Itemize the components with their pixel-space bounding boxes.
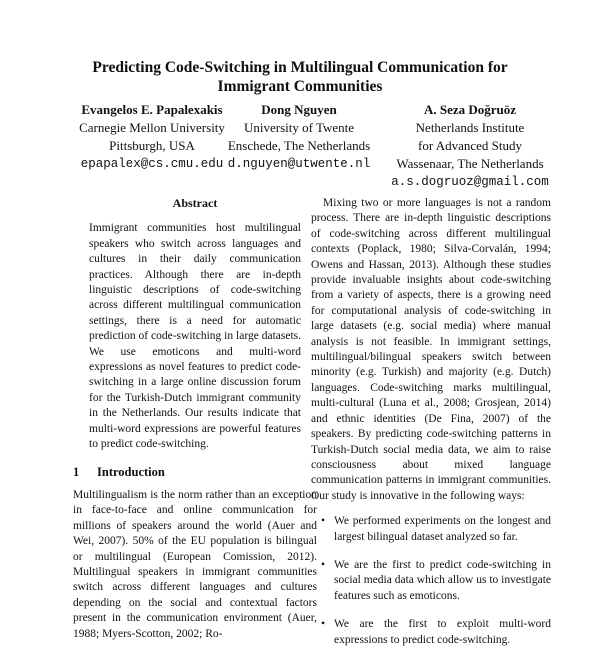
section-number: 1 xyxy=(73,464,80,479)
bullet-icon: • xyxy=(321,558,326,571)
title-line-2: Immigrant Communities xyxy=(217,78,383,95)
author-location: Pittsburgh, USA xyxy=(109,138,195,153)
bullet-icon: • xyxy=(321,618,326,631)
author-affiliation: Netherlands Institute xyxy=(415,120,525,135)
section-heading-introduction xyxy=(73,465,317,480)
abstract-text: Immigrant communities host multilingual speakers who switch across languages and cultures in their daily communication practices. Although there are in-depth linguistic descriptions of code-switching across different multilingual communication settings, there is a need for automatic prediction of code-switching in large datasets. We use emoticons and multi-word expressions as novel features to predict code-switching in a large online discussion forum for the Turkish-Dutch immigrant community in the Netherlands. Our results indicate that multi-word expressions are powerful features to predict code-switching. xyxy=(89,222,301,451)
contributions-list xyxy=(311,514,551,648)
author-block-1 xyxy=(67,101,237,173)
intro-paragraph-1: Multilingualism is the norm rather than an exception in face-to-face and online communication for millions of speakers around the world (Auer and Wei, 2007). 50% of the EU population is bilingual or multilingual (European Comission, 2012). Multilingual speakers in immigrant communities switch across different languages and cultures depending on the social and contextual factors present in the communication environment (Auer, 1988; Myers-Scotton, 2002; Ro- xyxy=(73,488,317,640)
author-name: Evangelos E. Papalexakis xyxy=(81,102,223,117)
bullet-icon: • xyxy=(321,515,326,528)
right-column xyxy=(311,196,551,661)
author-block-2 xyxy=(224,101,374,173)
abstract-heading: Abstract xyxy=(172,196,218,210)
author-email[interactable]: a.s.dogruoz@gmail.com xyxy=(391,175,549,189)
section-title: Introduction xyxy=(97,464,165,479)
author-name: Dong Nguyen xyxy=(261,102,337,117)
author-affiliation: Carnegie Mellon University xyxy=(79,120,225,135)
paper-title xyxy=(0,58,600,96)
list-item: • We performed experiments on the longest and largest bilingual dataset analyzed so far. xyxy=(321,515,551,543)
author-block-3 xyxy=(390,101,550,191)
author-affiliation: University of Twente xyxy=(243,120,355,135)
left-column xyxy=(73,196,317,642)
author-location: Enschede, The Netherlands xyxy=(227,138,371,153)
list-item: • We are the first to predict code-switching in social media data which allow us to investigate features such as emoticons. xyxy=(321,558,551,602)
list-item: • We are the first to exploit multi-word expressions to predict code-switching. xyxy=(321,618,551,646)
intro-paragraph-2: Mixing two or more languages is not a random process. There are in-depth linguistic descriptions of code-switching across different multilingual contexts (Poplack, 1980; Silva-Corvalán, 1994; Owens and Hassan, 2013). Although these studies provide invaluable insights about code-switching from a variety of aspects, there is a growing need for computational analysis of code-switching in large datasets (e.g. social media) where manual analysis is not feasible. In immigrant settings, multilingual/bilingual speakers switch between minority (e.g. Turkish) and majority (e.g. Dutch) languages. Code-switching marks multilingual, multi-cultural (Luna et al., 2008; Grosjean, 2014) and ethnic identities (De Fina, 2007) of the speakers. By predicting code-switching patterns in Turkish-Dutch social media data, we aim to raise consciousness about mixed language communication patterns in immigrant communities. Our study is innovative in the following ways: xyxy=(311,197,551,502)
author-name: A. Seza Doğruöz xyxy=(423,102,517,117)
author-email[interactable]: epapalex@cs.cmu.edu xyxy=(80,157,224,171)
author-affiliation-2: for Advanced Study xyxy=(418,138,522,153)
author-email[interactable]: d.nguyen@utwente.nl xyxy=(227,157,371,171)
author-location: Wassenaar, The Netherlands xyxy=(396,156,544,171)
title-line-1: Predicting Code-Switching in Multilingual Communication for xyxy=(92,59,508,76)
